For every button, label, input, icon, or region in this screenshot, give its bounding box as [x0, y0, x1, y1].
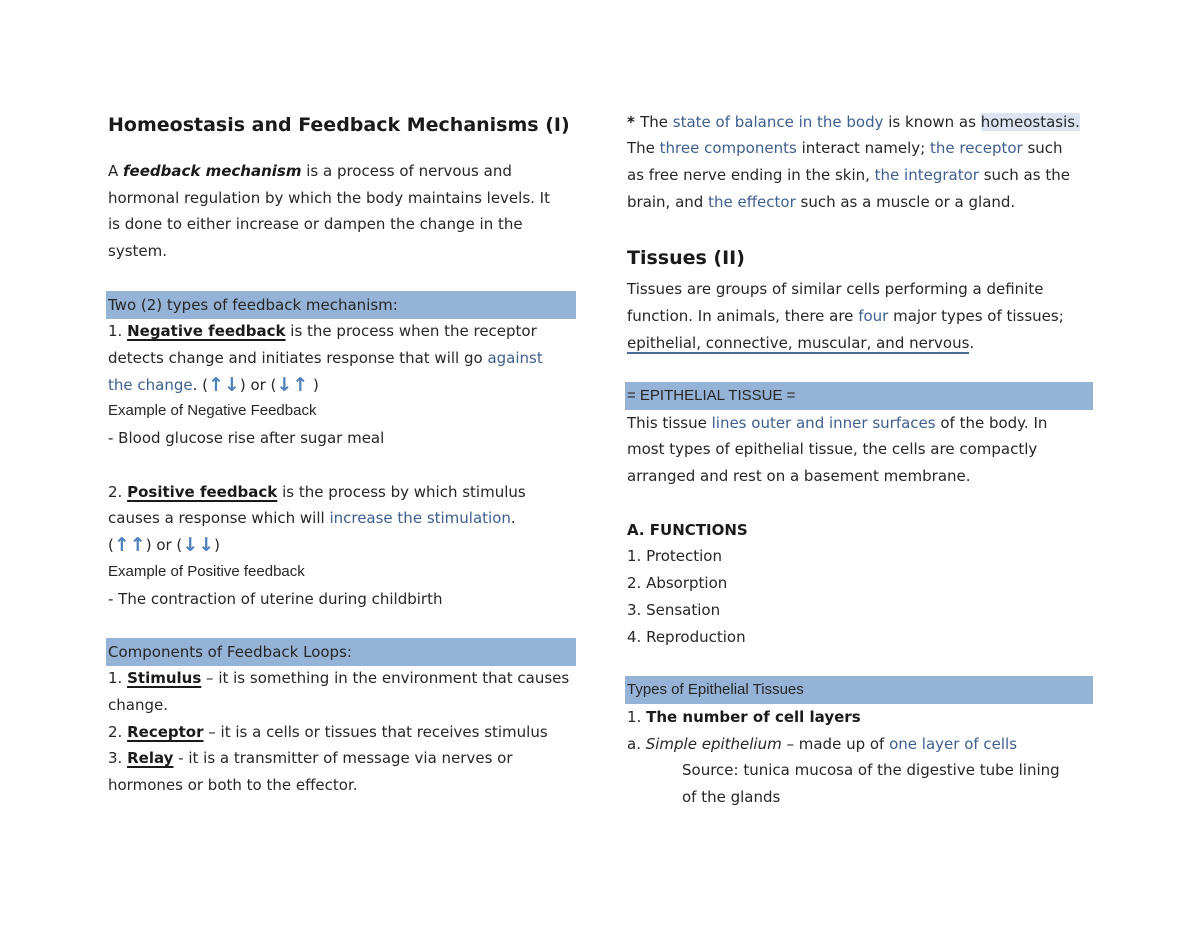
function-item: 3. Sensation	[627, 601, 721, 619]
negative-example-label: Example of Negative Feedback	[108, 402, 317, 419]
component-relay-cont: hormones or both to the effector.	[108, 776, 358, 794]
component-stimulus: 1. Stimulus – it is something in the environment that causes	[108, 669, 570, 687]
arrow-up-icon: ↑	[129, 534, 146, 556]
homeostasis-highlight: homeostasis.	[980, 113, 1080, 131]
tissues-line-1: Tissues are groups of similar cells performing a definite	[627, 280, 1044, 298]
source-line-2: of the glands	[682, 788, 781, 806]
positive-line-1: 2. Positive feedback is the process by which stimulus	[108, 483, 526, 501]
arrow-down-icon: ↓	[223, 374, 240, 396]
tissues-line-2: function. In animals, there are four major types of tissues;	[627, 307, 1064, 325]
intro-line-1: A feedback mechanism is a process of nervous and	[108, 162, 512, 180]
types-header: Two (2) types of feedback mechanism:	[108, 296, 398, 314]
function-item: 4. Reproduction	[627, 628, 746, 646]
positive-line-2: causes a response which will increase the stimulation.	[108, 509, 516, 527]
component-stimulus-cont: change.	[108, 696, 168, 714]
arrow-up-icon: ↑	[207, 374, 224, 396]
source-line-1: Source: tunica mucosa of the digestive tube lining	[682, 761, 1060, 779]
component-relay: 3. Relay - it is a transmitter of message via nerves or	[108, 749, 513, 767]
function-item: 1. Protection	[627, 547, 722, 565]
term-stimulus: Stimulus	[127, 669, 202, 687]
term-negative-feedback: Negative feedback	[127, 322, 286, 340]
negative-line-1: 1. Negative feedback is the process when the receptor	[108, 322, 537, 340]
positive-line-3: (↑↑) or (↓↓)	[108, 534, 220, 556]
tissue-types-list: epithelial, connective, muscular, and nervous	[627, 334, 970, 352]
negative-line-3: the change. (↑↓) or (↓↑ )	[108, 374, 319, 396]
epithelial-line-1: This tissue lines outer and inner surfaces of the body. In	[627, 414, 1048, 432]
term-feedback-mechanism: feedback mechanism	[123, 162, 302, 180]
function-item: 2. Absorption	[627, 574, 728, 592]
positive-example-label: Example of Positive feedback	[108, 563, 305, 580]
intro-line-2: hormonal regulation by which the body maintains levels. It	[108, 189, 550, 207]
term-positive-feedback: Positive feedback	[127, 483, 278, 501]
types-epithelial-header: Types of Epithelial Tissues	[627, 681, 804, 698]
term-relay: Relay	[127, 749, 174, 767]
negative-line-2: detects change and initiates response that will go against	[108, 349, 543, 367]
homeostasis-line-1: * The state of balance in the body is known as homeostasis.	[627, 113, 1080, 131]
arrow-down-icon: ↓	[198, 534, 215, 556]
arrow-up-icon: ↑	[292, 374, 309, 396]
functions-title: A. FUNCTIONS	[627, 521, 748, 539]
section-title-tissues: Tissues (II)	[627, 247, 745, 269]
epithelial-header: = EPITHELIAL TISSUE =	[627, 387, 796, 404]
components-header: Components of Feedback Loops:	[108, 643, 352, 661]
homeostasis-line-3: as free nerve ending in the skin, the integrator such as the	[627, 166, 1070, 184]
negative-example: - Blood glucose rise after sugar meal	[108, 429, 385, 447]
arrow-up-icon: ↑	[113, 534, 130, 556]
layers-title: 1. The number of cell layers	[627, 708, 861, 726]
positive-example: - The contraction of uterine during childbirth	[108, 590, 443, 608]
arrow-down-icon: ↓	[182, 534, 199, 556]
arrow-down-icon: ↓	[276, 374, 293, 396]
term-simple-epithelium: Simple epithelium	[645, 735, 782, 753]
component-receptor: 2. Receptor – it is a cells or tissues that receives stimulus	[108, 723, 548, 741]
intro-line-3: is done to either increase or dampen the change in the	[108, 215, 523, 233]
homeostasis-line-4: brain, and the effector such as a muscle or a gland.	[627, 193, 1016, 211]
simple-epithelium-line: a. Simple epithelium – made up of one layer of cells	[627, 735, 1018, 753]
intro-line-4: system.	[108, 242, 167, 260]
epithelial-line-3: arranged and rest on a basement membrane.	[627, 467, 971, 485]
homeostasis-line-2: The three components interact namely; the receptor such	[627, 139, 1063, 157]
term-receptor: Receptor	[127, 723, 204, 741]
epithelial-line-2: most types of epithelial tissue, the cells are compactly	[627, 440, 1038, 458]
section-title-homeostasis: Homeostasis and Feedback Mechanisms (I)	[108, 114, 570, 136]
tissues-line-3: epithelial, connective, muscular, and nervous.	[627, 334, 975, 352]
